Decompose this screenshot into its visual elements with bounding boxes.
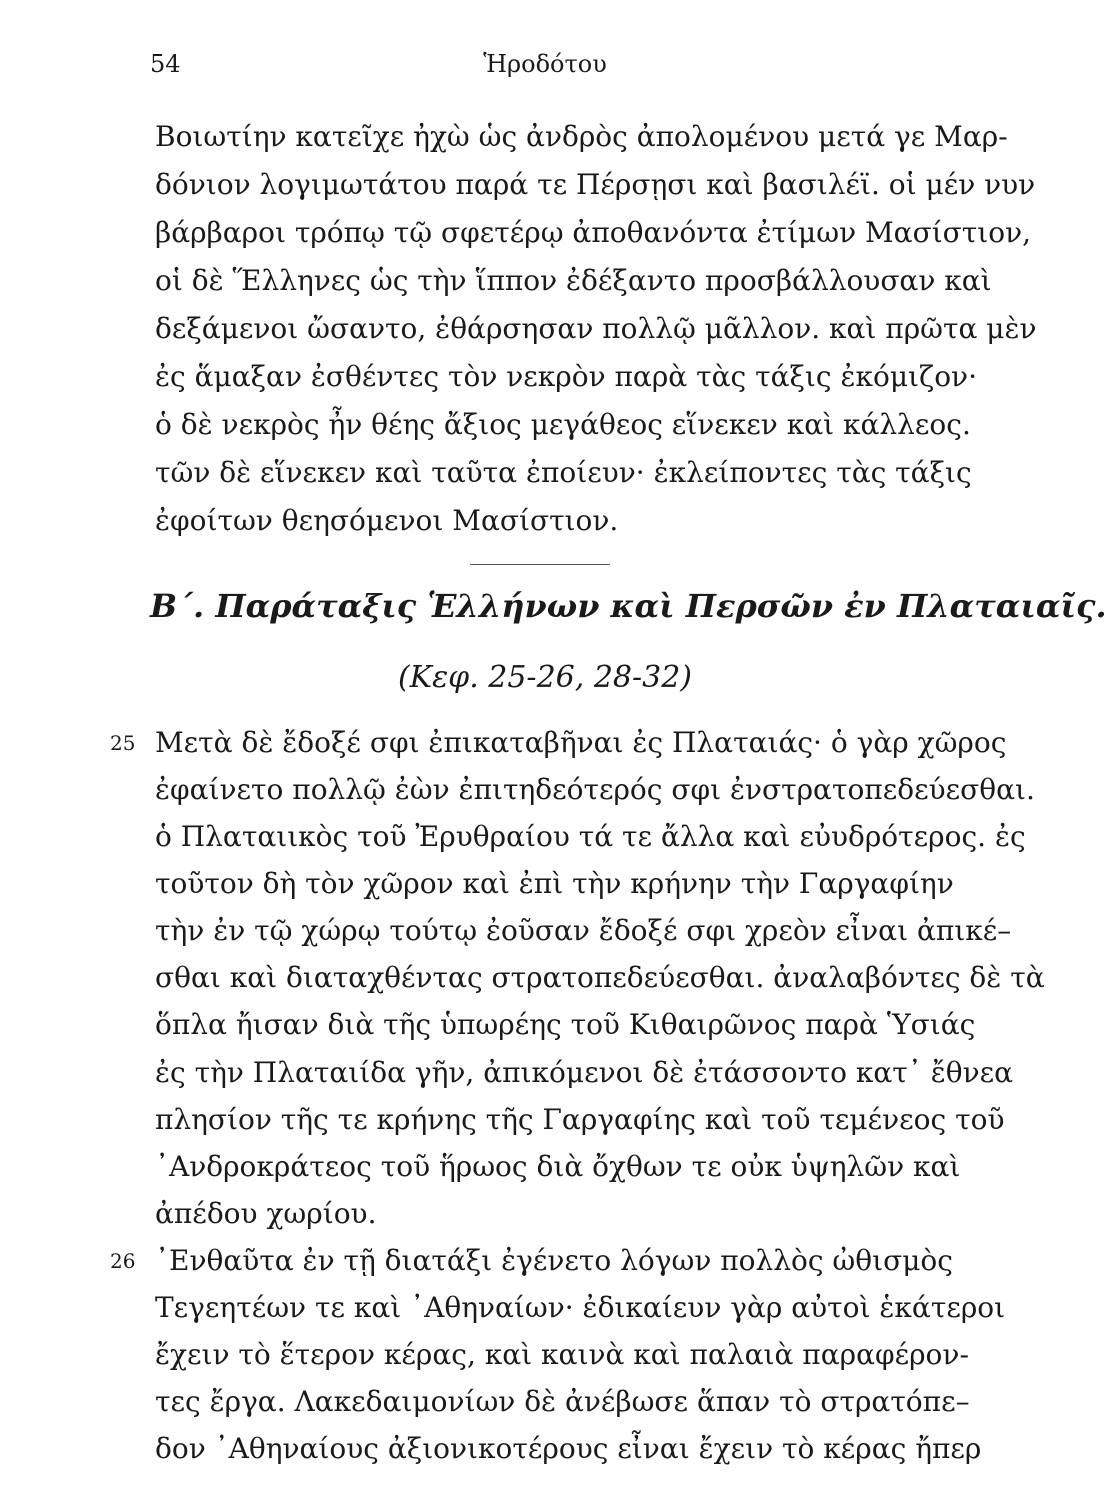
text-line: Μετὰ δὲ ἔδοξέ σφι ἐπικαταβῆναι ἐς Πλαταιάς· ὁ γὰρ χῶρος: [155, 726, 1007, 760]
text-line: τὴν ἐν τῷ χώρῳ τούτῳ ἐοῦσαν ἔδοξέ σφι χρεὸν εἶναι ἀπικέ–: [155, 914, 1012, 948]
text-line: τοῦτον δὴ τὸν χῶρον καὶ ἐπὶ τὴν κρήνην τὴν Γαργαφίην: [155, 867, 954, 901]
text-line: ὅπλα ἤισαν διὰ τῆς ὑπωρέης τοῦ Κιθαιρῶνος παρὰ Ὑσιάς: [155, 1008, 976, 1042]
text-line: τες ἔργα. Λακεδαιμονίων δὲ ἀνέβωσε ἅπαν τὸ στρατόπε–: [155, 1384, 970, 1418]
text-line: ᾽Ενθαῦτα ἐν τῇ διατάξι ἐγένετο λόγων πολλὸς ὠθισμὸς: [155, 1243, 953, 1277]
running-title: Ἡροδότου: [483, 50, 607, 78]
text-line: ᾽Ανδροκράτεος τοῦ ἥρωος διὰ ὄχθων τε οὐκ ὑψηλῶν καὶ: [155, 1149, 961, 1183]
page-header: [150, 50, 940, 86]
text-line: ἔχειν τὸ ἕτερον κέρας, καὶ καινὰ καὶ παλαιὰ παραφέρον-: [155, 1337, 969, 1371]
text-line: ἐς ἅμαξαν ἐσθέντες τὸν νεκρὸν παρὰ τὰς τάξις ἐκόμιζον·: [155, 360, 977, 393]
text-line: Βοιωτίην κατεῖχε ἠχὼ ὡς ἀνδρὸς ἀπολομένου μετά γε Μαρ-: [155, 120, 1008, 153]
text-line: ἐς τὴν Πλαταιίδα γῆν, ἀπικόμενοι δὲ ἐτάσσοντο κατ᾽ ἔθνεα: [155, 1055, 1014, 1089]
text-line: οἱ δὲ Ἕλληνες ὡς τὴν ἵππον ἐδέξαντο προσβάλλουσαν καὶ: [155, 264, 992, 297]
text-line: Τεγεητέων τε καὶ ᾽Αθηναίων· ἐδικαίευν γὰρ αὐτοὶ ἑκάτεροι: [155, 1290, 1006, 1324]
text-line: δον ᾽Αθηναίους ἀξιονικοτέρους εἶναι ἔχειν τὸ κέρας ἤπερ: [155, 1432, 982, 1465]
text-line: δεξάμενοι ὤσαντο, ἐθάρσησαν πολλῷ μᾶλλον. καὶ πρῶτα μὲν: [155, 312, 1037, 345]
text-line: ὁ δὲ νεκρὸς ἦν θέης ἄξιος μεγάθεος εἵνεκεν καὶ κάλλεος.: [155, 408, 971, 441]
section-divider: [470, 564, 610, 565]
chapter-number: 26: [110, 1248, 136, 1273]
text-line: τῶν δὲ εἵνεκεν καὶ ταῦτα ἐποίευν· ἐκλείποντες τὰς τάξις: [155, 456, 972, 489]
text-line: βάρβαροι τρόπῳ τῷ σφετέρῳ ἀποθανόντα ἐτίμων Μασίστιον,: [155, 216, 1032, 249]
text-line: δόνιον λογιμωτάτου παρά τε Πέρσῃσι καὶ βασιλέϊ. οἱ μέν νυν: [155, 168, 1036, 201]
text-line: σθαι καὶ διαταχθέντας στρατοπεδεύεσθαι. ἀναλαβόντες δὲ τὰ: [155, 961, 1045, 995]
text-line: ἐφοίτων θεησόμενοι Μασίστιον.: [155, 504, 619, 537]
chapter-reference: (Κεφ. 25-26, 28-32): [397, 660, 693, 696]
page-number: 54: [150, 50, 181, 78]
text-line: ὁ Πλαταιικὸς τοῦ Ἐρυθραίου τά τε ἄλλα καὶ εὐυδρότερος. ἐς: [155, 820, 1026, 854]
text-line: ἀπέδου χωρίου.: [155, 1196, 377, 1230]
text-line: πλησίον τῆς τε κρήνης τῆς Γαργαφίης καὶ τοῦ τεμένεος τοῦ: [155, 1102, 1005, 1136]
section-title: Β΄. Παράταξις Ἑλλήνων καὶ Περσῶν ἐν Πλαταιαῖς.: [150, 586, 1107, 625]
text-line: ἐφαίνετο πολλῷ ἐὼν ἐπιτηδεότερός σφι ἐνστρατοπεδεύεσθαι.: [155, 773, 1035, 807]
chapter-number: 25: [110, 731, 136, 756]
